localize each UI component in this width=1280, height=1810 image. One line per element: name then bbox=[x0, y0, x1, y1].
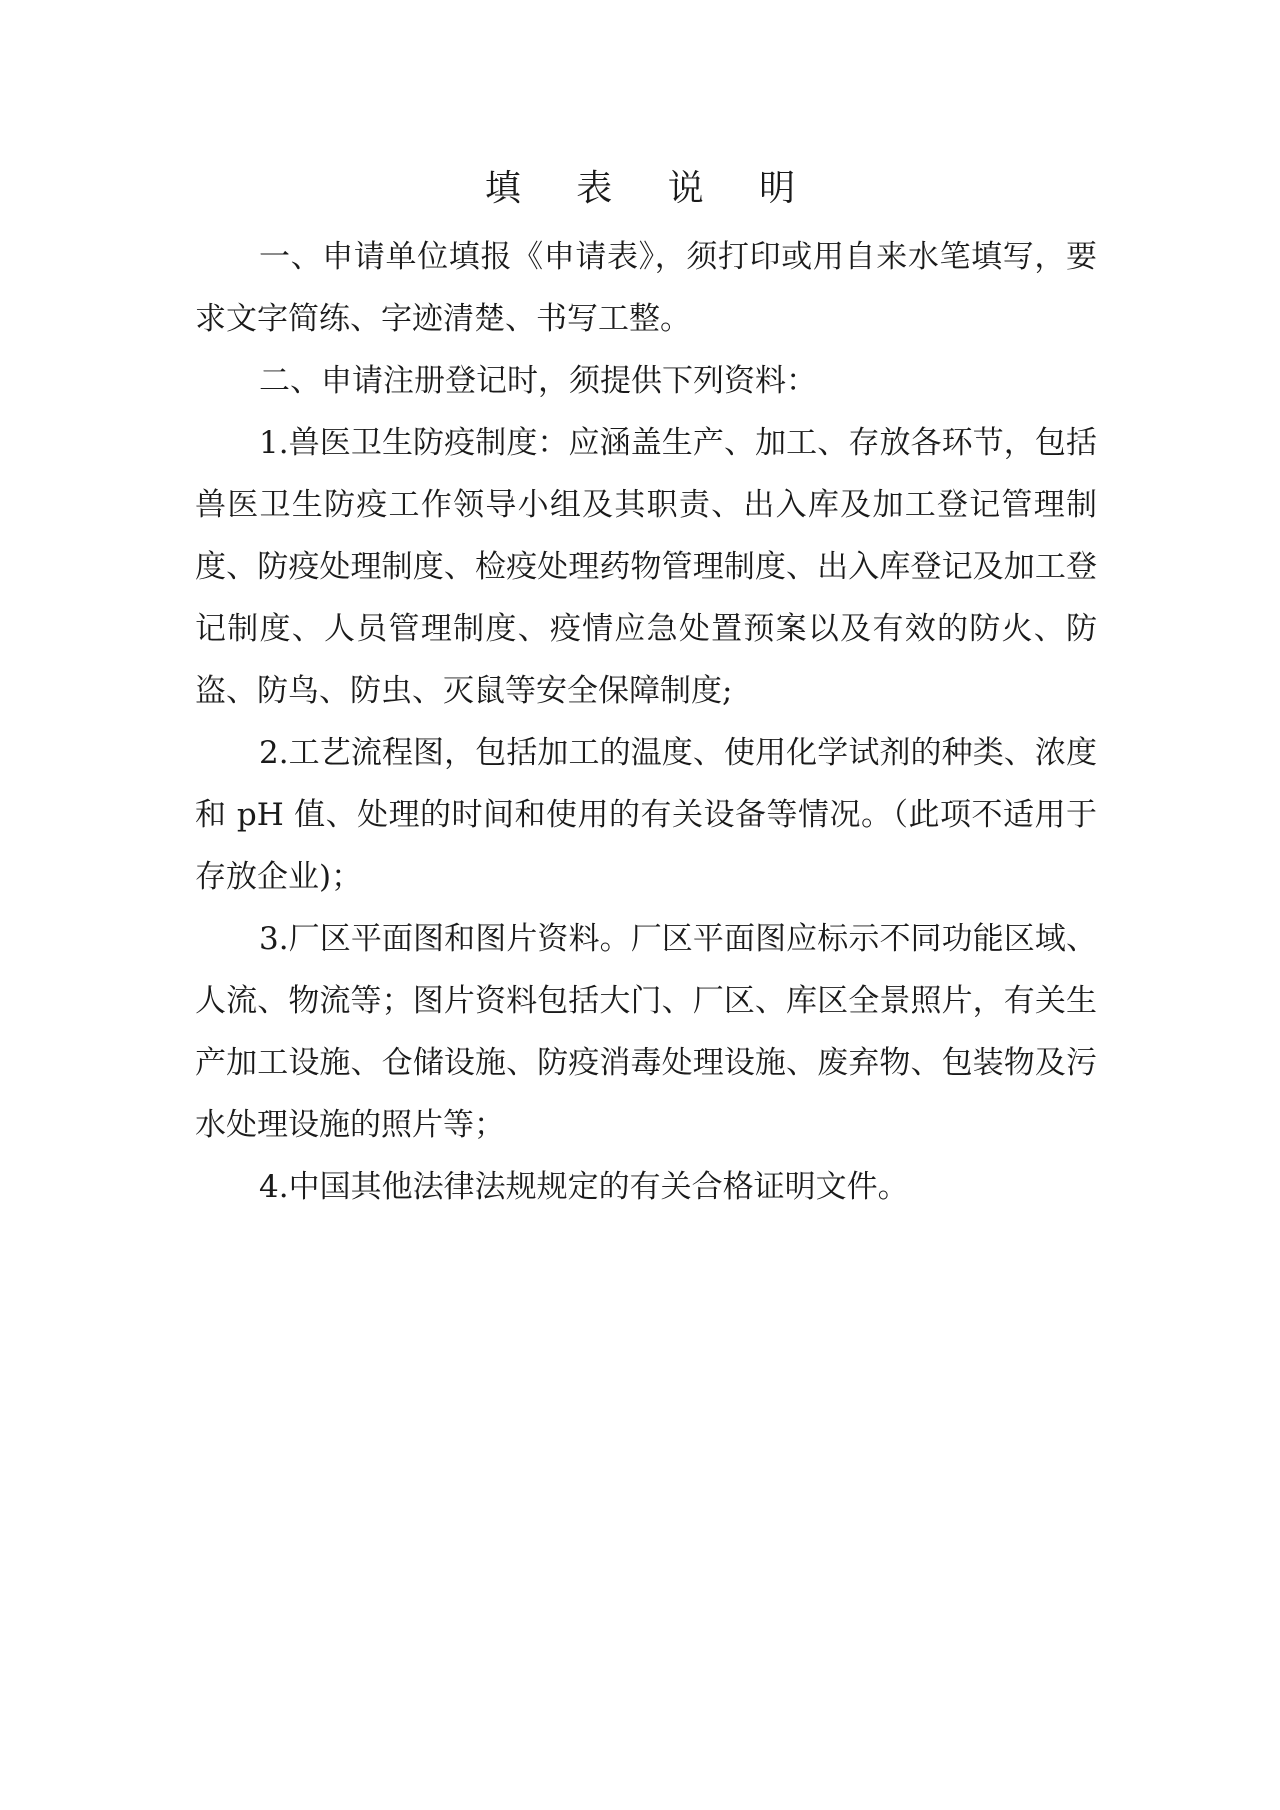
paragraph-item-4-certificates: 4.中国其他法律法规规定的有关合格证明文件。 bbox=[259, 1169, 909, 1205]
paragraph-item-2-process-flow: 2.工艺流程图，包括加工的温度、使用化学试剂的种类、浓度和 pH 值、处理的时间和使用的有关设备等情况。（此项不适用于存放企业)； bbox=[195, 735, 1097, 895]
paragraph-application-form: 一、申请单位填报《申请表》，须打印或用自来水笔填写，要求文字简练、字迹清楚、书写工整。 bbox=[195, 239, 1097, 337]
paragraph-item-1-epidemic-prevention: 1.兽医卫生防疫制度：应涵盖生产、加工、存放各环节，包括兽医卫生防疫工作领导小组及其职责、出入库及加工登记管理制度、防疫处理制度、检疫处理药物管理制度、出入库登记及加工登记制度、人员管理制度、疫情应急处置预案以及有效的防火、防盗、防鸟、防虫、灭鼠等安全保障制度; bbox=[195, 425, 1097, 709]
paragraph-registration-materials: 二、申请注册登记时，须提供下列资料： bbox=[259, 363, 817, 399]
paragraph-item-3-site-plan: 3.厂区平面图和图片资料。厂区平面图应标示不同功能区域、人流、物流等；图片资料包括大门、厂区、库区全景照片，有关生产加工设施、仓储设施、防疫消毒处理设施、废弃物、包装物及污水处理设施的照片等； bbox=[195, 921, 1097, 1143]
document-body bbox=[195, 226, 1097, 1218]
page-title: 填 表 说 明 bbox=[484, 168, 818, 209]
